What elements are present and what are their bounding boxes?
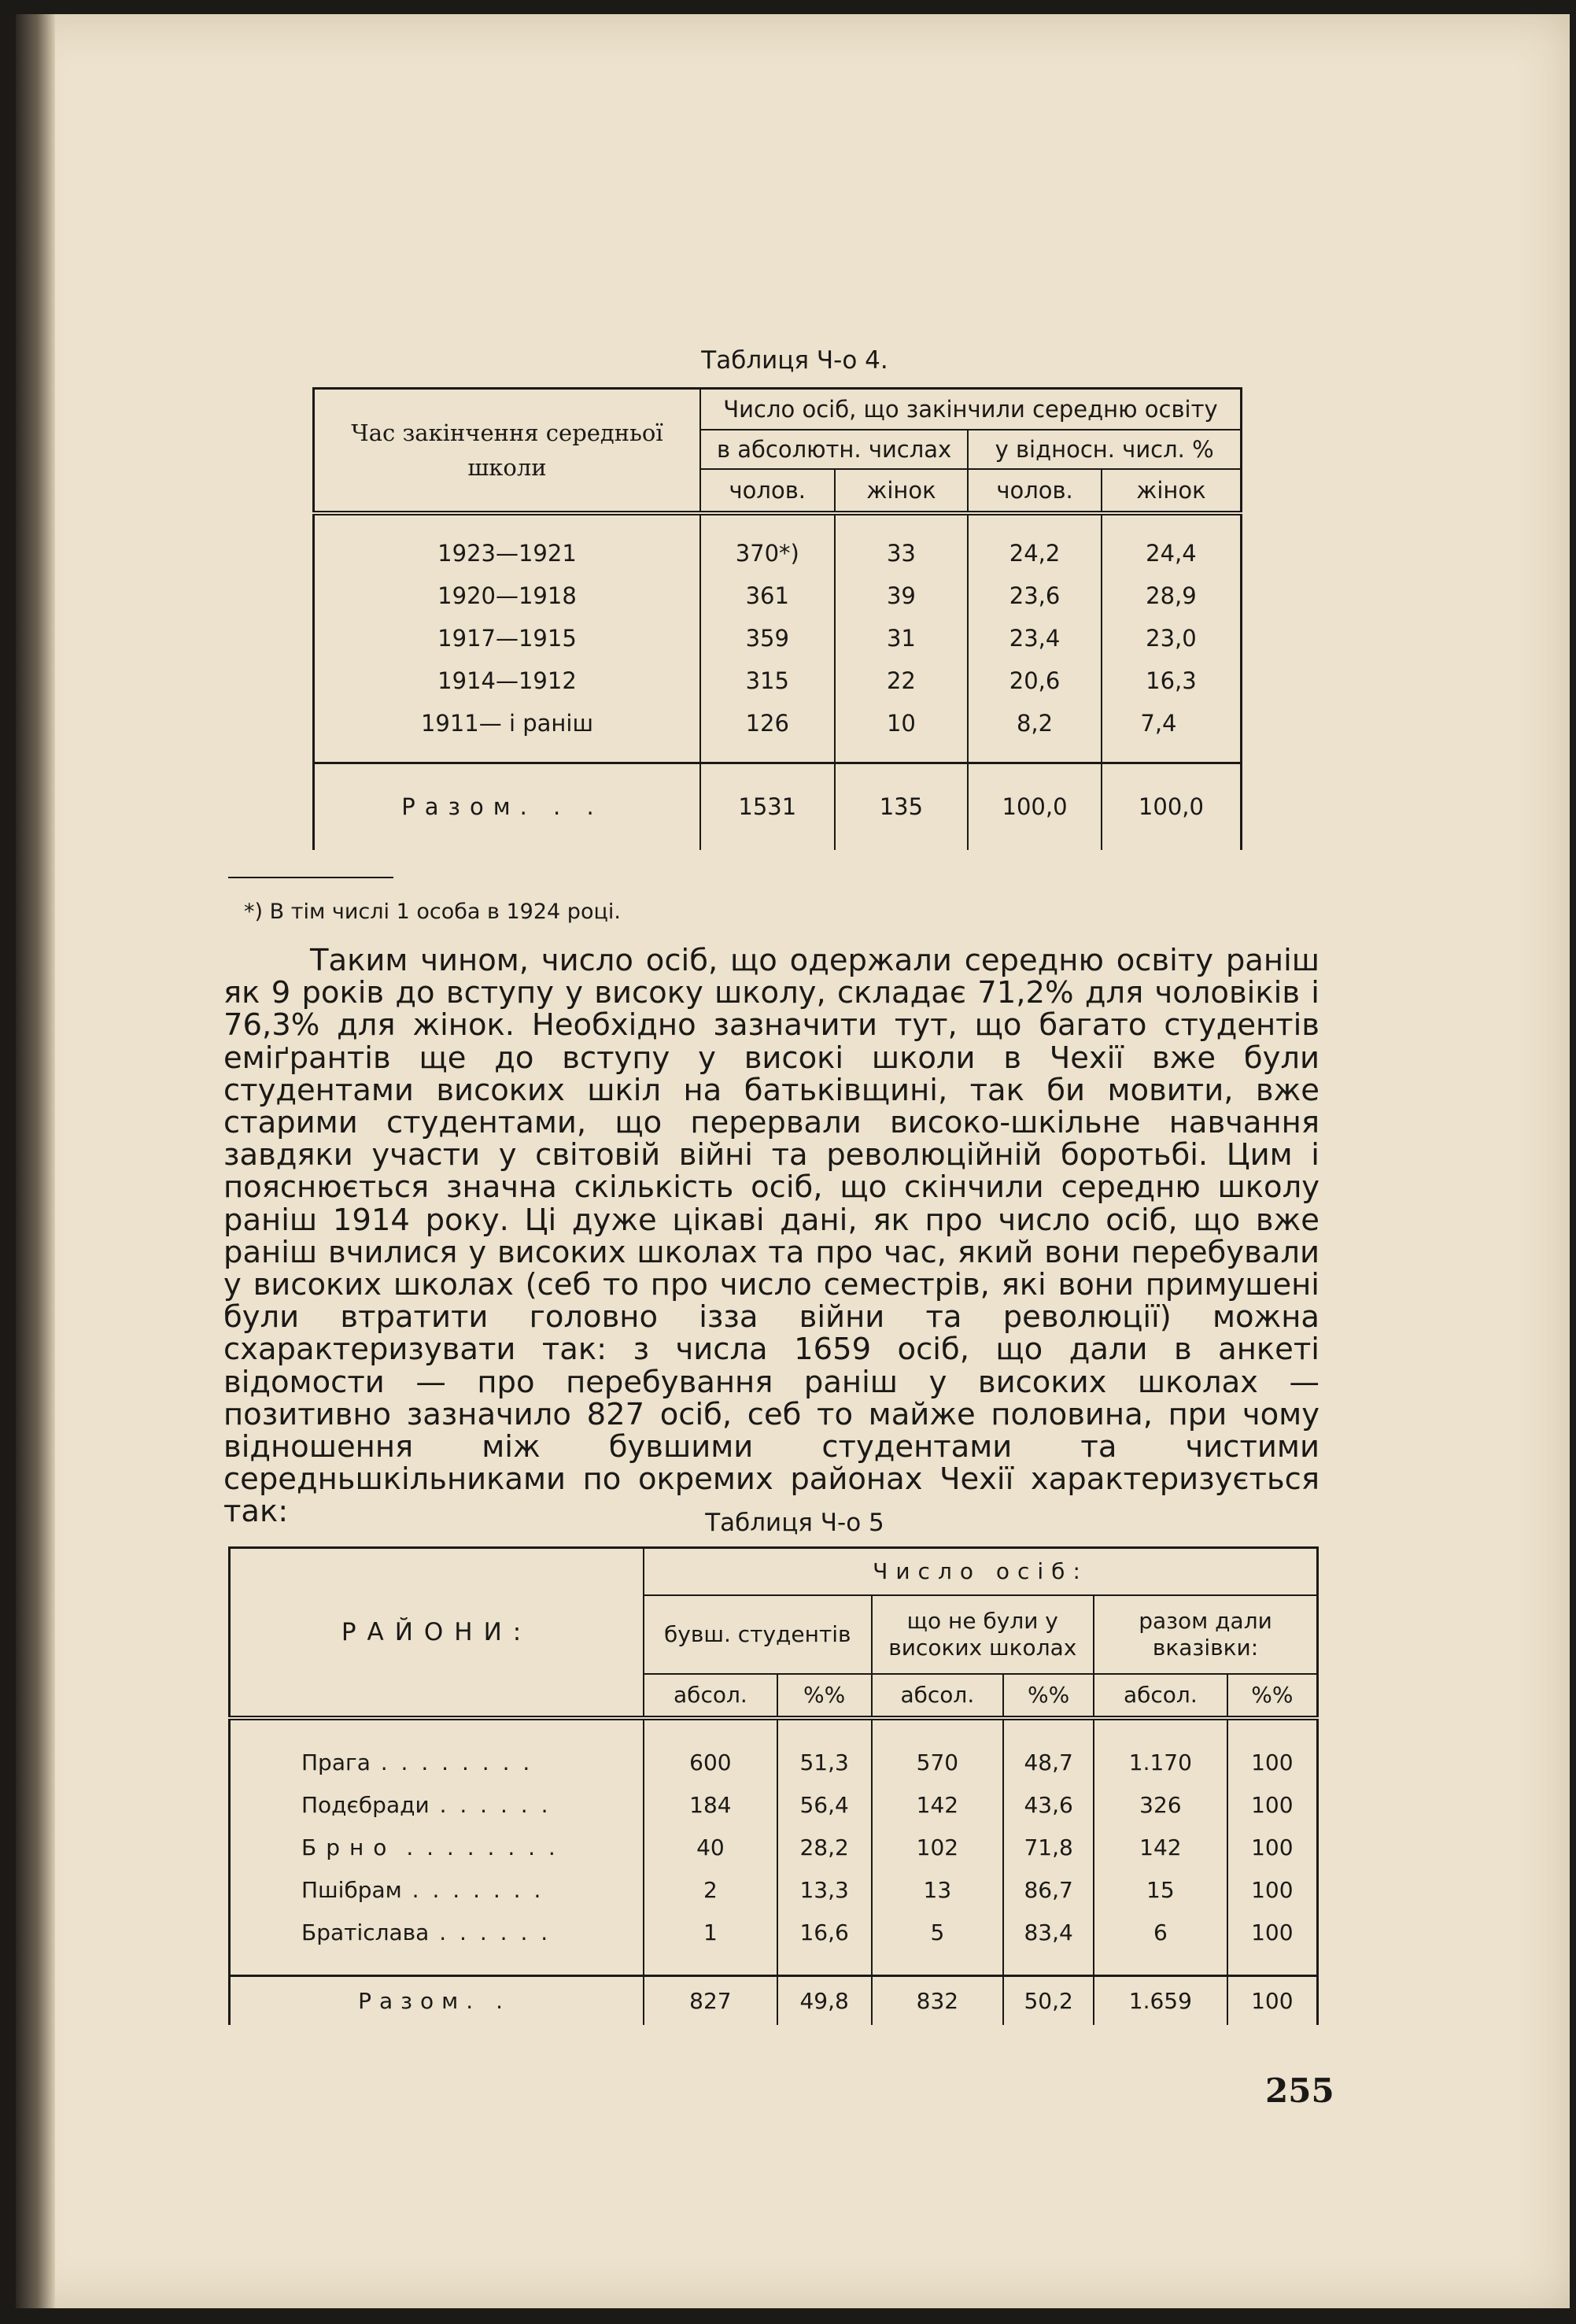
cell: 50,2 [1003,1976,1094,2025]
cell: 100,0 [968,763,1102,850]
cell: 16,6 [777,1912,872,1954]
cell: 100 [1227,1869,1318,1912]
cell: 28,2 [777,1827,872,1869]
table4-header-period: Час закінчення середньої школи [314,389,700,513]
cell: 184 [644,1784,777,1827]
cell: 102 [872,1827,1004,1869]
table4-women-header: жінок [835,469,969,513]
table-row [314,702,1242,744]
cell: 832 [872,1976,1004,2025]
abs-header: абсол. [1094,1674,1227,1718]
cell: 100 [1227,1827,1318,1869]
period-cell: 1923—1921 [314,532,700,575]
total-label: Разом. . [230,1976,644,2025]
cell: 1.659 [1094,1976,1227,2025]
cell: 16,3 [1102,660,1242,702]
cell: 570 [872,1742,1004,1784]
period-cell: 1917—1915 [314,617,700,660]
cell: 13 [872,1869,1004,1912]
cell: 361 [700,575,835,617]
cell: 33 [835,532,969,575]
cell: 100 [1227,1742,1318,1784]
table4 [312,387,1242,850]
table4-caption: Таблиця Ч-о 4. [701,346,888,375]
cell: 23,6 [968,575,1102,617]
table-row: Пшібрам . . . . . . . 2 13,3 13 86,7 15 100 [230,1869,1318,1912]
table5-header-group: Число осіб: [644,1548,1317,1595]
region-name: Брно [301,1834,397,1860]
cell: 1.170 [1094,1742,1227,1784]
table-total-row [230,1976,1318,2025]
table4-men-header: чолов. [968,469,1102,513]
footnote-rule [228,877,393,878]
table4-header-group: Число осіб, що закінчили середню освіту [700,389,1242,430]
cell: 100 [1227,1976,1318,2025]
table5-caption: Таблиця Ч-о 5 [705,1509,884,1537]
cell: 31 [835,617,969,660]
period-cell: 1911— і раніш [314,702,700,744]
table5-sub-total: разом дали вказівки: [1094,1595,1317,1674]
cell: 1 [644,1912,777,1954]
pct-header: %% [1227,1674,1318,1718]
table-total-row [314,763,1242,850]
cell: 24,4 [1102,532,1242,575]
cell: 39 [835,575,969,617]
region-name: Братіслава [301,1919,430,1945]
cell: 7,4 [1102,702,1242,744]
table-row [314,575,1242,617]
cell: 83,4 [1003,1912,1094,1954]
table4-subheader-rel: у відносн. числ. % [968,430,1241,469]
cell: 827 [644,1976,777,2025]
cell: 24,2 [968,532,1102,575]
cell: 49,8 [777,1976,872,2025]
table4-men-header: чолов. [700,469,835,513]
cell: 359 [700,617,835,660]
period-cell: 1920—1918 [314,575,700,617]
table-row: Брно . . . . . . . . 40 28,2 102 71,8 142 100 [230,1827,1318,1869]
table4-subheader-abs: в абсолютн. числах [700,430,968,469]
region-name: Подєбради [301,1792,430,1818]
cell: 23,0 [1102,617,1242,660]
abs-header: абсол. [644,1674,777,1718]
cell: 315 [700,660,835,702]
table4-women-header: жінок [1102,469,1242,513]
cell: 20,6 [968,660,1102,702]
cell: 100 [1227,1784,1318,1827]
cell: 142 [1094,1827,1227,1869]
region-name: Прага [301,1749,371,1775]
cell: 2 [644,1869,777,1912]
cell: 100,0 [1102,763,1242,850]
cell: 13,3 [777,1869,872,1912]
cell: 56,4 [777,1784,872,1827]
abs-header: абсол. [872,1674,1004,1718]
table-row: Братіслава . . . . . . 1 16,6 5 83,4 6 100 [230,1912,1318,1954]
table5 [228,1546,1319,2025]
cell: 5 [872,1912,1004,1954]
cell: 370*) [700,532,835,575]
page-number: 255 [1265,2071,1334,2110]
table5-sub-students: бувш. студентів [644,1595,871,1674]
table-row: Прага . . . . . . . . 600 51,3 570 48,7 1.170 100 [230,1742,1318,1784]
body-text [223,944,1319,1528]
total-label: Разом. . . [314,763,700,850]
cell: 71,8 [1003,1827,1094,1869]
cell: 142 [872,1784,1004,1827]
period-cell: 1914—1912 [314,660,700,702]
cell: 100 [1227,1912,1318,1954]
cell: 23,4 [968,617,1102,660]
cell: 1531 [700,763,835,850]
cell: 22 [835,660,969,702]
table-row [314,617,1242,660]
cell: 15 [1094,1869,1227,1912]
pct-header: %% [1003,1674,1094,1718]
cell: 326 [1094,1784,1227,1827]
cell: 86,7 [1003,1869,1094,1912]
cell: 40 [644,1827,777,1869]
cell: 43,6 [1003,1784,1094,1827]
cell: 126 [700,702,835,744]
pct-header: %% [777,1674,872,1718]
cell: 10 [835,702,969,744]
cell: 8,2 [968,702,1102,744]
cell: 48,7 [1003,1742,1094,1784]
cell: 28,9 [1102,575,1242,617]
cell: 51,3 [777,1742,872,1784]
table5-header-regions: РАЙОНИ: [230,1548,644,1718]
footnote: *) В тім числі 1 особа в 1924 році. [244,900,621,924]
table-row [314,532,1242,575]
cell: 135 [835,763,969,850]
table-row: Подєбради . . . . . . 184 56,4 142 43,6 326 100 [230,1784,1318,1827]
cell: 6 [1094,1912,1227,1954]
cell: 600 [644,1742,777,1784]
region-name: Пшібрам [301,1877,402,1903]
table-row [314,660,1242,702]
paragraph: Таким чином, число осіб, що одержали середню освіту раніш як 9 років до вступу у високу школу, складає 71,2% для чоловіків і 76,3% для жінок. Необхідно зазначити тут, що багато студентів еміґрантів ще до вступу у високі школи в Чехії вже були студентами високих шкіл на батьківщині, так би мовити, вже старими студентами, що перервали високо-шкільне навчання завдяки участи у світовій війні та революційній боротьбі. Цим і пояснюється значна скількість осіб, що скінчили середню школу раніш 1914 року. Ці дуже цікаві дані, як про число осіб, що вже раніш вчилися у високих школах та про час, який вони перебували у високих школах (себ то про число семестрів, які вони примушені були втратити головно ізза війни та революції) можна схарактеризувати так: з числа 1659 осіб, що дали в анкеті відомости — про перебування раніш у високих школах — позитивно зазначило 827 осіб, себ то майже половина, при чому відношення між бувшими студентами та чистими середньшкільниками по окремих районах Чехії характеризується так: [223,943,1319,1530]
page-binding [16,14,55,2308]
table5-sub-not: що не були у високих школах [872,1595,1094,1674]
